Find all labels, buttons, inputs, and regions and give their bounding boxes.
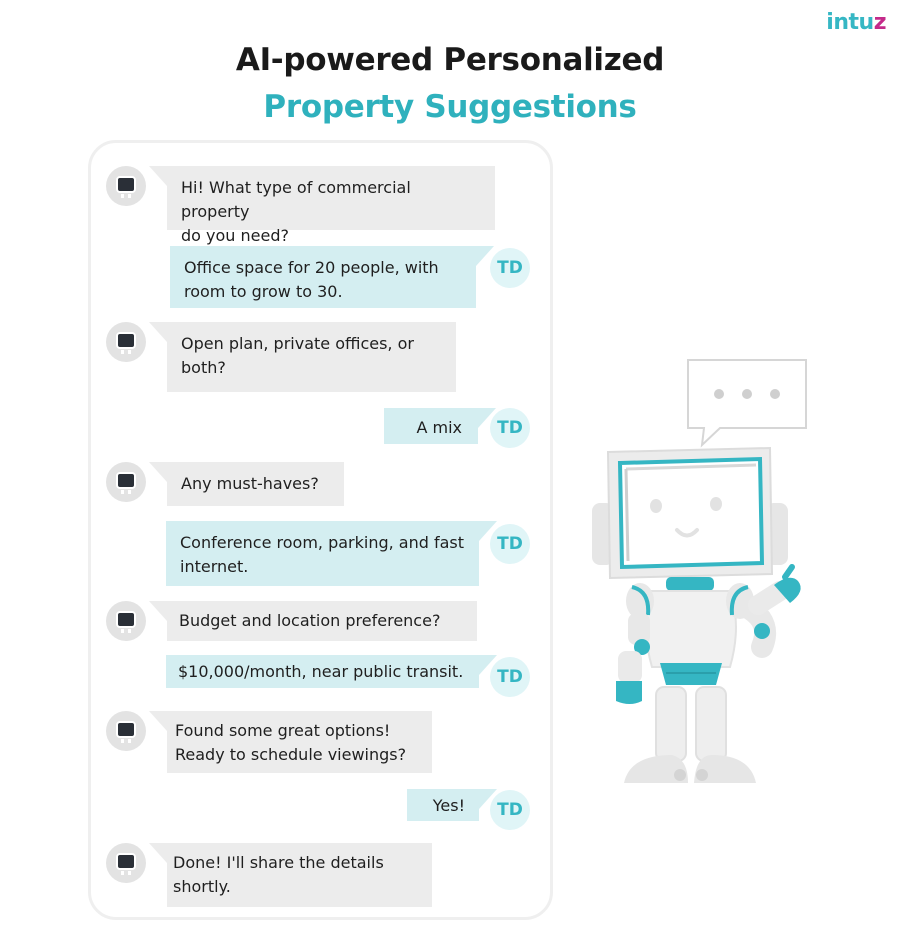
user-avatar: TD — [490, 408, 530, 448]
bot-message: Any must-haves? — [167, 462, 344, 506]
bot-avatar-icon — [106, 601, 146, 641]
typing-bubble-icon — [688, 360, 806, 445]
robot-illustration — [580, 355, 820, 790]
user-avatar: TD — [490, 790, 530, 830]
user-message: $10,000/month, near public transit. — [166, 655, 479, 688]
bot-avatar-icon — [106, 166, 146, 206]
bot-avatar-icon — [106, 462, 146, 502]
bot-avatar-icon — [106, 322, 146, 362]
bot-message: Found some great options! Ready to schedule viewings? — [167, 711, 432, 773]
page-subtitle: Property Suggestions — [263, 89, 637, 125]
page-title: AI-powered Personalized — [235, 42, 665, 78]
bot-message: Hi! What type of commercial property do you need? — [167, 166, 495, 230]
bot-avatar-icon — [106, 843, 146, 883]
bot-message: Done! I'll share the details shortly. — [167, 843, 432, 907]
user-message: Yes! — [407, 789, 479, 821]
user-message: Office space for 20 people, with room to grow to 30. — [170, 246, 476, 308]
user-avatar: TD — [490, 657, 530, 697]
user-message: Conference room, parking, and fast internet. — [166, 521, 479, 586]
bot-avatar-icon — [106, 711, 146, 751]
brand-logo: intuz — [826, 10, 886, 35]
user-message: A mix — [384, 408, 478, 444]
bot-message: Budget and location preference? — [167, 601, 477, 641]
bot-message: Open plan, private offices, or both? — [167, 322, 456, 392]
user-avatar: TD — [490, 248, 530, 288]
user-avatar: TD — [490, 524, 530, 564]
